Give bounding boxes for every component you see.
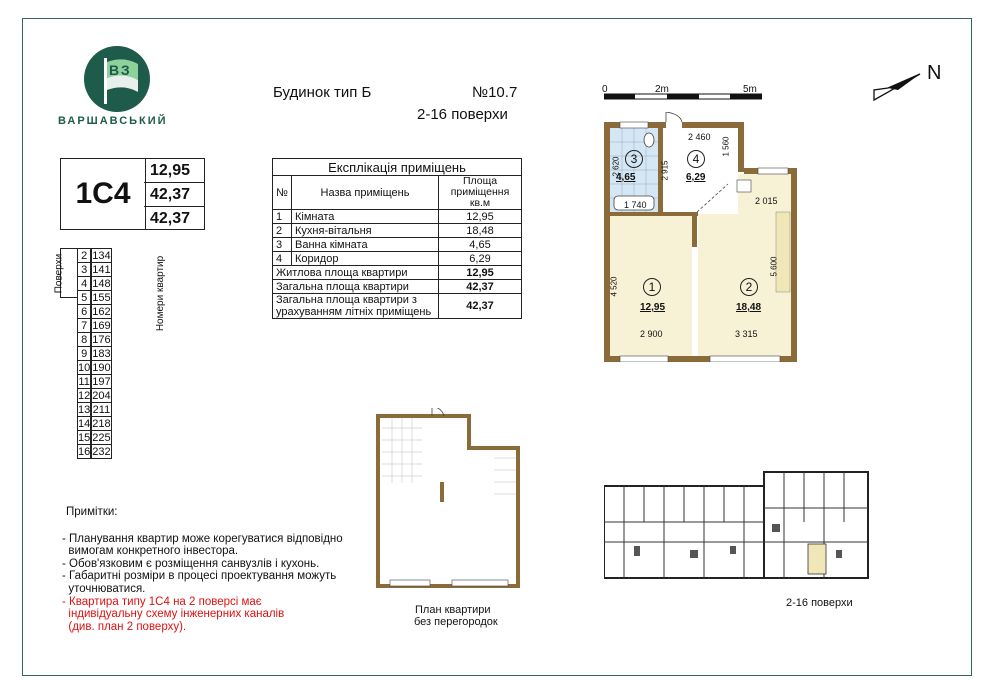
floors-range: 2-16 поверхи (417, 106, 508, 123)
room-1-badge: 1 (643, 278, 661, 296)
explication-area: 12,95 (439, 210, 522, 224)
col-area: Площа приміщення кв.м (439, 176, 522, 210)
floors-row (78, 333, 112, 347)
floors-row (78, 417, 112, 431)
floors-row (78, 249, 112, 263)
floors-row (78, 319, 112, 333)
apartment-code: 1С4 (60, 158, 146, 230)
room-1-area: 12,95 (640, 302, 666, 313)
floors-row (78, 361, 112, 375)
floor-number: 14 (78, 417, 91, 430)
north-label: N (927, 62, 942, 84)
apartment-number: 141 (92, 263, 111, 276)
explication-name: Кімната (292, 210, 439, 224)
open-plan-caption-1: План квартири (415, 604, 491, 616)
notes-title: Примітки: (66, 506, 118, 518)
room-2-area: 18,48 (736, 302, 762, 313)
room-4-area: 6,29 (686, 172, 706, 183)
explication-row (273, 210, 522, 224)
note-line: уточнюватися. (62, 582, 146, 595)
apartment-number: 232 (92, 445, 111, 458)
floors-row (78, 263, 112, 277)
apartment-number: 162 (92, 305, 111, 318)
explication-row (273, 224, 522, 238)
floor-number: 2 (78, 249, 91, 263)
note-line: вимогам конкретного інвестора. (62, 545, 239, 558)
explication-no: 3 (273, 238, 292, 252)
brand-name: ВАРШАВСЬКИЙ (58, 115, 168, 127)
floors-row (78, 277, 112, 291)
floor-number: 10 (78, 361, 91, 374)
explication-no: 2 (273, 224, 292, 238)
explication-row (273, 252, 522, 266)
floors-row (78, 403, 112, 417)
explication-title: Експлікація приміщень (273, 159, 522, 176)
room-4-badge: 4 (687, 150, 705, 168)
apartment-number: 176 (92, 333, 111, 346)
room-2-badge: 2 (740, 278, 758, 296)
explication-total-row (273, 280, 522, 294)
scale-bar (604, 88, 762, 102)
open-plan-caption-2: без перегородок (414, 616, 498, 628)
col-no: № (273, 176, 292, 210)
apartment-number: 211 (92, 403, 111, 416)
apartment-number: 218 (92, 417, 111, 430)
floor-number: 11 (78, 375, 90, 388)
explication-table (272, 158, 522, 319)
floors-row (78, 291, 112, 305)
explication-total-name: Житлова площа квартири (273, 266, 439, 280)
apartment-number: 148 (92, 277, 111, 290)
explication-area: 4,65 (439, 238, 522, 252)
floor-plan-caption: 2-16 поверхи (786, 597, 853, 609)
area-total-summer: 42,37 (150, 210, 191, 227)
explication-total-area: 12,95 (439, 266, 522, 280)
explication-row (273, 238, 522, 252)
brand-logo (82, 44, 152, 114)
explication-no: 4 (273, 252, 292, 266)
floor-number: 8 (78, 333, 91, 347)
explication-total-row (273, 294, 522, 319)
explication-name: Ванна кімната (292, 238, 439, 252)
building-type: Будинок тип Б (273, 84, 372, 101)
floor-number: 6 (78, 305, 91, 319)
note-line: - Габаритні розміри в процесі проектування можуть (62, 570, 337, 583)
explication-total-name: Загальна площа квартири (273, 280, 439, 294)
explication-area: 18,48 (439, 224, 522, 238)
apartment-number: 183 (92, 347, 111, 360)
dim-2900: 2 900 (640, 329, 663, 339)
floor-plan (604, 468, 872, 580)
apartment-number: 204 (92, 389, 111, 402)
notes (62, 506, 343, 633)
floor-number: 7 (78, 319, 91, 333)
dim-3315: 3 315 (735, 329, 758, 339)
scale-5m: 5m (743, 84, 757, 95)
note-line: - Обов'язковим є розміщення санвузлів і кухонь. (62, 557, 320, 570)
north-arrow-icon (872, 70, 922, 102)
floors-row (78, 389, 112, 403)
floor-number: 3 (78, 263, 91, 277)
apartment-plan (600, 112, 805, 362)
explication-total-name: Загальна площа квартири з урахуванням літніх приміщень (273, 294, 439, 319)
dim-2460: 2 460 (688, 132, 711, 142)
dim-5600: 5 600 (769, 256, 779, 277)
floor-number: 15 (78, 431, 91, 444)
dim-1560: 1 560 (721, 136, 731, 157)
apartment-areas (144, 158, 205, 230)
apartment-number: 225 (92, 431, 111, 444)
dim-2015: 2 015 (755, 196, 778, 206)
apartment-number: 155 (92, 291, 111, 304)
floor-number: 5 (78, 291, 91, 305)
room-3-badge: 3 (625, 150, 643, 168)
explication-no: 1 (273, 210, 292, 224)
explication-name: Коридор (292, 252, 439, 266)
scale-2m: 2m (655, 84, 669, 95)
floor-number: 12 (78, 389, 91, 402)
logo-letters: ВЗ (109, 62, 132, 78)
floor-number: 16 (78, 445, 91, 458)
scale-0: 0 (602, 84, 608, 95)
numbers-label: Номери квартир (155, 255, 167, 332)
dim-2620: 2 620 (611, 156, 621, 177)
floors-label: Поверхи (53, 253, 65, 294)
floors-row (78, 347, 112, 361)
apartment-number: 197 (92, 375, 111, 388)
building-number: №10.7 (472, 84, 518, 101)
note-line-red: (див. план 2 поверху). (62, 620, 187, 633)
col-name: Назва приміщень (292, 176, 439, 210)
apartment-number: 190 (92, 361, 111, 374)
dim-1740: 1 740 (624, 200, 647, 210)
note-line-red: - Квартира типу 1С4 на 2 поверсі має (62, 595, 262, 608)
dim-4520: 4 520 (609, 276, 619, 297)
floor-number: 4 (78, 277, 91, 291)
apartment-number: 169 (92, 319, 111, 332)
floors-row (78, 445, 112, 459)
explication-area: 6,29 (439, 252, 522, 266)
note-line: - Планування квартир може корегуватися відповідно (62, 532, 343, 545)
floor-number: 13 (78, 403, 91, 416)
floors-row (78, 375, 112, 389)
note-line-red: індивідуальну схему інженерних каналів (62, 608, 285, 621)
dim-2915: 2 915 (660, 160, 670, 181)
explication-total-row (273, 266, 522, 280)
floors-row (78, 431, 112, 445)
area-total: 42,37 (144, 183, 204, 207)
open-plan (376, 408, 521, 588)
explication-total-area: 42,37 (439, 294, 522, 319)
apartment-number: 134 (92, 249, 111, 262)
room-3-area: 4,65 (616, 172, 636, 183)
explication-total-area: 42,37 (439, 280, 522, 294)
area-living: 12,95 (144, 159, 204, 183)
floor-number: 9 (78, 347, 91, 361)
floors-grid (77, 248, 112, 459)
floors-row (78, 305, 112, 319)
explication-name: Кухня-вітальня (292, 224, 439, 238)
